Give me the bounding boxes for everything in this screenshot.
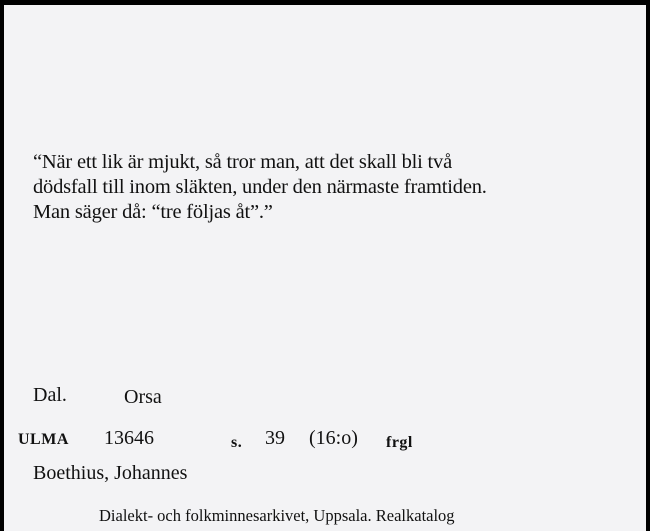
scan-border-left bbox=[0, 0, 4, 531]
ulma-number: 13646 bbox=[104, 427, 154, 449]
scan-border-right bbox=[646, 0, 650, 531]
quote-line-2: dödsfall till inom släkten, under den närmaste framtiden. bbox=[33, 176, 487, 198]
landskap-label: Dal. bbox=[33, 384, 67, 406]
socken-label: Orsa bbox=[124, 386, 162, 408]
archive-footer: Dialekt- och folkminnesarkivet, Uppsala. Realkatalog bbox=[99, 506, 455, 525]
ulma-label: ULMA bbox=[18, 431, 69, 448]
collector-name: Boethius, Johannes bbox=[33, 462, 188, 484]
quote-line-1: “När ett lik är mjukt, så tror man, att det skall bli två bbox=[33, 151, 452, 173]
quote-line-3: Man säger då: “tre följas åt”.” bbox=[33, 201, 273, 223]
scan-border-top bbox=[0, 0, 650, 5]
page-number: 39 bbox=[265, 427, 285, 449]
page-label: s. bbox=[231, 434, 243, 451]
format-reference: (16:o) bbox=[309, 427, 358, 449]
quote-text bbox=[33, 150, 623, 225]
category-label: frgl bbox=[386, 434, 413, 451]
